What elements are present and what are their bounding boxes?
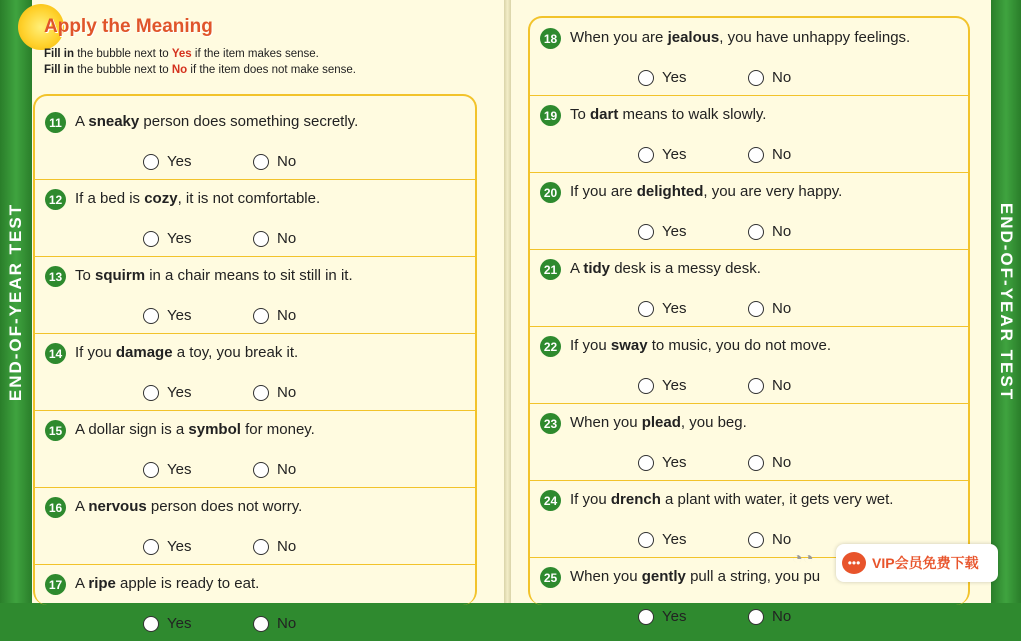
no-option[interactable]: No	[748, 146, 791, 163]
yes-bubble[interactable]	[638, 609, 654, 625]
no-bubble[interactable]	[253, 154, 269, 170]
question-text: If you drench a plant with water, it gets very wet.	[570, 491, 894, 508]
question-text: A ripe apple is ready to eat.	[75, 575, 260, 592]
no-bubble[interactable]	[748, 224, 764, 240]
question-number: 19	[540, 105, 561, 126]
question-item	[35, 410, 475, 488]
vocab-word: plead	[641, 414, 681, 431]
yes-bubble[interactable]	[143, 308, 159, 324]
vocab-word: sway	[610, 337, 648, 354]
question-number: 22	[540, 336, 561, 357]
left-page	[32, 0, 504, 632]
yes-bubble[interactable]	[143, 616, 159, 632]
yes-option[interactable]: Yes	[638, 69, 686, 86]
right-page	[511, 0, 991, 625]
yes-option[interactable]: Yes	[638, 608, 686, 625]
no-option[interactable]: No	[253, 230, 296, 247]
question-item	[530, 249, 968, 327]
no-option[interactable]: No	[253, 538, 296, 555]
yes-option[interactable]: Yes	[143, 461, 191, 478]
question-text: If you damage a toy, you break it.	[75, 344, 299, 361]
side-label-right: END-OF-YEAR TEST	[997, 202, 1017, 401]
vocab-word: gently	[641, 568, 686, 585]
vocab-word: delighted	[636, 183, 704, 200]
question-item	[35, 179, 475, 257]
yes-bubble[interactable]	[638, 70, 654, 86]
vocab-word: symbol	[188, 421, 241, 438]
vocab-word: drench	[610, 491, 661, 508]
yes-option[interactable]: Yes	[638, 146, 686, 163]
vip-watermark	[836, 544, 998, 582]
question-text: A tidy desk is a messy desk.	[570, 260, 761, 277]
vocab-word: tidy	[583, 260, 611, 277]
vocab-word: ripe	[88, 575, 116, 592]
question-item	[530, 326, 968, 404]
no-option[interactable]: No	[748, 69, 791, 86]
yes-bubble[interactable]	[143, 462, 159, 478]
right-side-strip	[991, 0, 1021, 603]
no-bubble[interactable]	[748, 301, 764, 317]
question-item	[35, 487, 475, 565]
no-bubble[interactable]	[253, 616, 269, 632]
no-bubble[interactable]	[253, 308, 269, 324]
vocab-word: jealous	[667, 29, 720, 46]
no-bubble[interactable]	[253, 231, 269, 247]
question-item	[35, 102, 475, 180]
instruction-line: Fill in the bubble next to No if the item does not make sense.	[44, 64, 356, 76]
wechat-icon: ◔◔	[792, 548, 814, 568]
question-item	[530, 403, 968, 481]
question-text: When you plead, you beg.	[570, 414, 747, 431]
yes-option[interactable]: Yes	[143, 153, 191, 170]
watermark-text: VIP会员免费下载	[872, 555, 979, 571]
yes-option[interactable]: Yes	[638, 223, 686, 240]
yes-bubble[interactable]	[638, 147, 654, 163]
instruction-line: Fill in the bubble next to Yes if the item makes sense.	[44, 48, 319, 60]
question-number: 21	[540, 259, 561, 280]
no-bubble[interactable]	[253, 462, 269, 478]
question-number: 20	[540, 182, 561, 203]
no-bubble[interactable]	[748, 609, 764, 625]
no-option[interactable]: No	[748, 454, 791, 471]
question-box	[33, 94, 477, 632]
left-side-strip	[0, 0, 32, 603]
no-option[interactable]: No	[253, 615, 296, 632]
yes-option[interactable]: Yes	[638, 300, 686, 317]
vocab-word: nervous	[88, 498, 147, 515]
yes-bubble[interactable]	[638, 378, 654, 394]
no-bubble[interactable]	[748, 532, 764, 548]
no-bubble[interactable]	[748, 147, 764, 163]
question-text: If you sway to music, you do not move.	[570, 337, 831, 354]
yes-bubble[interactable]	[143, 385, 159, 401]
question-number: 16	[45, 497, 66, 518]
question-box	[528, 16, 970, 625]
section-title: Apply the Meaning	[44, 16, 213, 37]
no-option[interactable]: No	[253, 307, 296, 324]
no-option[interactable]: No	[253, 153, 296, 170]
yes-bubble[interactable]	[143, 539, 159, 555]
question-text: A dollar sign is a symbol for money.	[75, 421, 315, 438]
no-bubble[interactable]	[748, 455, 764, 471]
no-bubble[interactable]	[748, 70, 764, 86]
question-number: 14	[45, 343, 66, 364]
no-option[interactable]: No	[748, 300, 791, 317]
no-option[interactable]: No	[253, 384, 296, 401]
yes-bubble[interactable]	[638, 532, 654, 548]
yes-option[interactable]: Yes	[638, 531, 686, 548]
yes-option[interactable]: Yes	[143, 384, 191, 401]
yes-bubble[interactable]	[638, 301, 654, 317]
question-number: 17	[45, 574, 66, 595]
vocab-word: dart	[590, 106, 619, 123]
yes-option[interactable]: Yes	[143, 307, 191, 324]
yes-bubble[interactable]	[638, 455, 654, 471]
question-text: If a bed is cozy, it is not comfortable.	[75, 190, 321, 207]
no-bubble[interactable]	[253, 385, 269, 401]
vocab-word: damage	[115, 344, 173, 361]
question-item	[530, 95, 968, 173]
question-number: 24	[540, 490, 561, 511]
question-text: When you gently pull a string, you pu	[570, 568, 821, 585]
vocab-word: squirm	[95, 267, 146, 284]
yes-bubble[interactable]	[638, 224, 654, 240]
no-option[interactable]: No	[748, 377, 791, 394]
question-number: 12	[45, 189, 66, 210]
no-option[interactable]: No	[748, 531, 791, 548]
question-text: When you are jealous, you have unhappy feelings.	[570, 29, 911, 46]
question-number: 25	[540, 567, 561, 588]
question-number: 15	[45, 420, 66, 441]
question-item	[35, 333, 475, 411]
yes-option[interactable]: Yes	[143, 230, 191, 247]
question-number: 23	[540, 413, 561, 434]
no-option[interactable]: No	[253, 461, 296, 478]
question-item	[530, 18, 968, 96]
no-bubble[interactable]	[253, 539, 269, 555]
question-text: To squirm in a chair means to sit still in it.	[75, 267, 353, 284]
no-option[interactable]: No	[748, 223, 791, 240]
yes-bubble[interactable]	[143, 231, 159, 247]
yes-option[interactable]: Yes	[638, 377, 686, 394]
yes-option[interactable]: Yes	[143, 615, 191, 632]
question-number: 11	[45, 112, 66, 133]
question-item	[35, 256, 475, 334]
yes-option[interactable]: Yes	[143, 538, 191, 555]
chat-icon: •••	[842, 552, 866, 574]
side-label-left: END-OF-YEAR TEST	[6, 202, 26, 401]
question-number: 13	[45, 266, 66, 287]
page-gutter	[504, 0, 511, 603]
no-bubble[interactable]	[748, 378, 764, 394]
question-text: A nervous person does not worry.	[75, 498, 303, 515]
question-item	[530, 172, 968, 250]
yes-option[interactable]: Yes	[638, 454, 686, 471]
vocab-word: cozy	[144, 190, 178, 207]
vocab-word: sneaky	[88, 113, 140, 130]
no-option[interactable]: No	[748, 608, 791, 625]
question-text: If you are delighted, you are very happy.	[570, 183, 843, 200]
yes-bubble[interactable]	[143, 154, 159, 170]
question-text: A sneaky person does something secretly.	[75, 113, 359, 130]
question-number: 18	[540, 28, 561, 49]
question-text: To dart means to walk slowly.	[570, 106, 767, 123]
